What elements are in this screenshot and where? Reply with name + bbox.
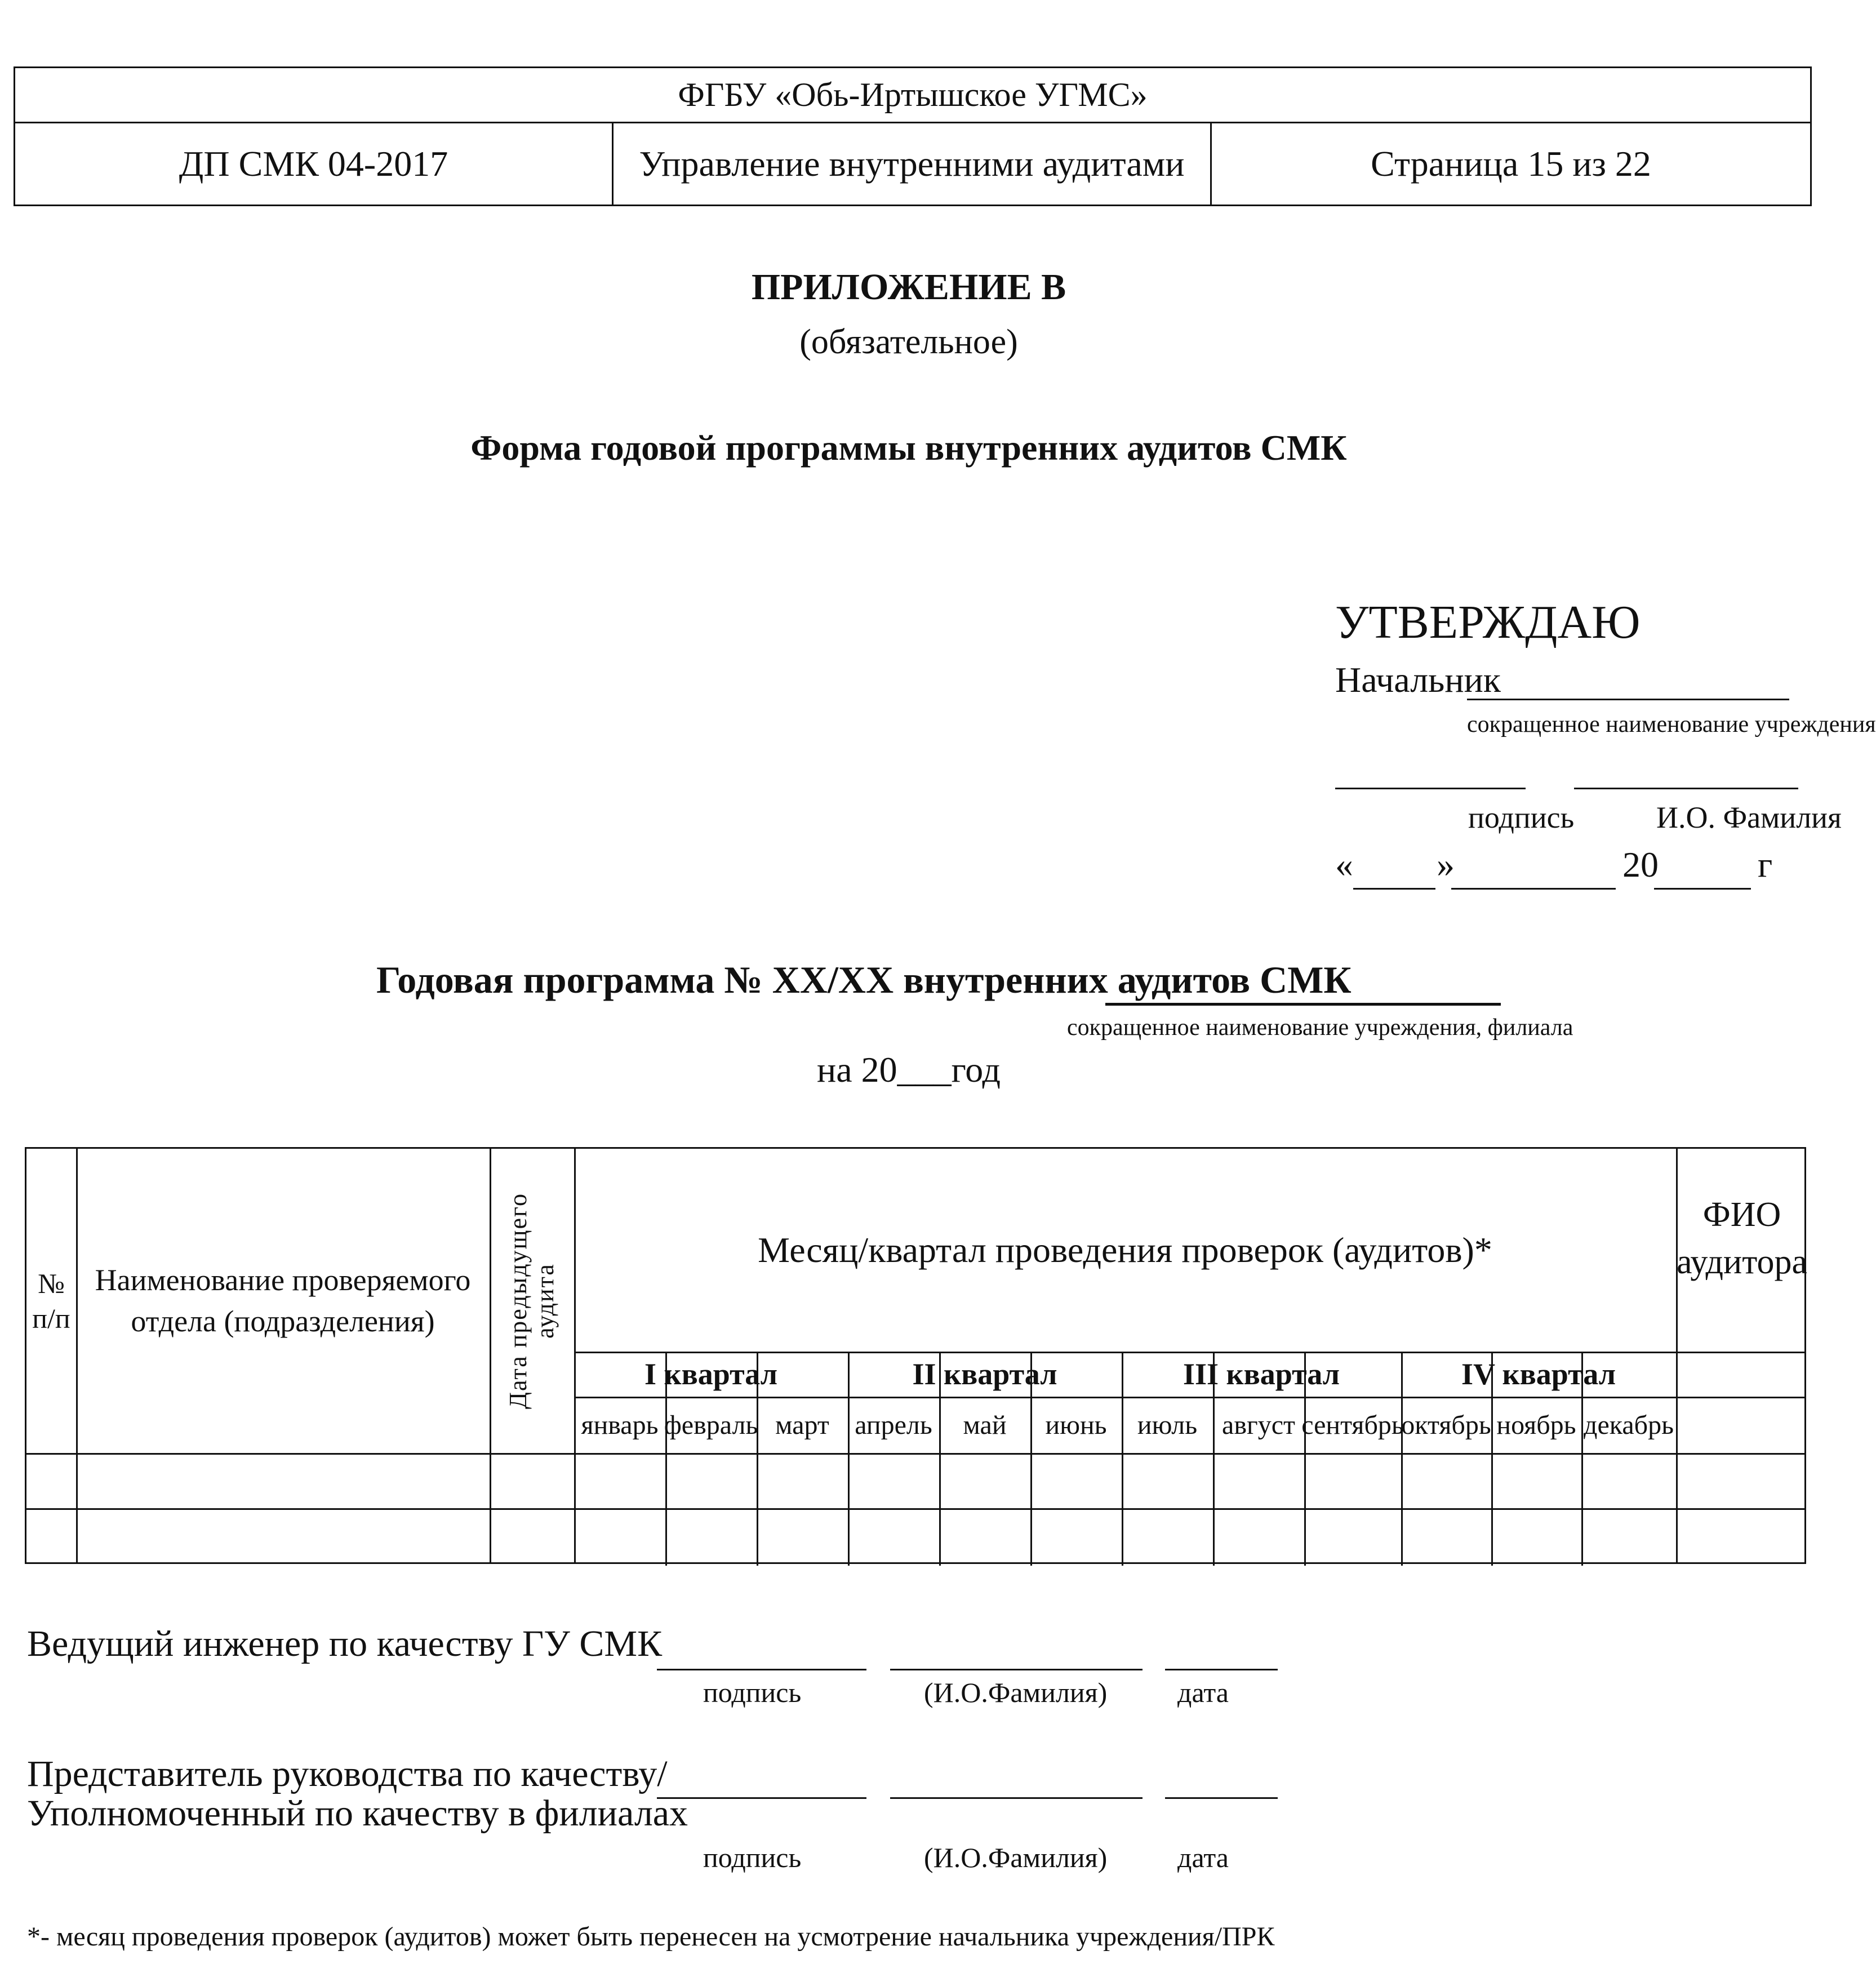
- head-label: Начальник: [1335, 660, 1501, 700]
- table-row[interactable]: [26, 1453, 1804, 1508]
- signature-line: [1335, 788, 1526, 789]
- month-july: июль: [1137, 1410, 1198, 1440]
- table-row[interactable]: [26, 1508, 1804, 1563]
- month-january: январь: [581, 1410, 659, 1440]
- signer-1-name-hint: (И.О.Фамилия): [924, 1677, 1108, 1708]
- month-october: октябрь: [1401, 1410, 1491, 1440]
- program-institution-line: [1105, 1003, 1501, 1006]
- signer-2-role-line2: Уполномоченный по качеству в филиалах: [27, 1793, 688, 1834]
- document-code: ДП СМК 04-2017: [15, 123, 614, 205]
- signer-1-name-line: [890, 1669, 1143, 1670]
- date-close-quote: »: [1437, 845, 1455, 885]
- year-prefix: 20: [1622, 845, 1659, 885]
- institution-hint: сокращенное наименование учреждения: [1467, 712, 1876, 737]
- signer-2-date-line: [1165, 1797, 1278, 1799]
- signer-1-role: Ведущий инженер по качеству ГУ СМК: [27, 1623, 663, 1664]
- col-number-header: № п/п: [32, 1267, 70, 1334]
- month-december: декабрь: [1584, 1410, 1674, 1440]
- month-march: март: [775, 1410, 829, 1440]
- month-november: ноябрь: [1496, 1410, 1576, 1440]
- name-line: [1574, 788, 1798, 789]
- quarter-4: IV квартал: [1461, 1357, 1616, 1391]
- document-title: Управление внутренними аудитами: [614, 123, 1212, 205]
- signer-1-signature-hint: подпись: [703, 1677, 802, 1708]
- footnote: *- месяц проведения проверок (аудитов) может быть перенесен на усмотрение начальника учреждения/ПРК: [27, 1922, 1275, 1952]
- col-prev-audit-cell: [490, 1149, 574, 1453]
- appendix-status: (обязательное): [799, 323, 1018, 361]
- signer-2-name-line: [890, 1797, 1143, 1799]
- page-info: Страница 15 из 22: [1371, 144, 1651, 184]
- signer-2-role-line1: Представитель руководства по качеству/: [27, 1753, 668, 1794]
- col-department-header: Наименование проверяемого отдела (подразделения): [95, 1263, 471, 1338]
- signer-1-date-hint: дата: [1177, 1677, 1229, 1708]
- signer-2-signature-hint: подпись: [703, 1842, 802, 1873]
- month-april: апрель: [855, 1410, 932, 1440]
- signer-2-name-hint: (И.О.Фамилия): [924, 1842, 1108, 1873]
- year-line: [1654, 888, 1751, 890]
- institution-line: [1467, 699, 1789, 700]
- signer-2-signature-line: [657, 1797, 866, 1799]
- day-line: [1353, 888, 1435, 890]
- program-title: Годовая программа № ХХ/ХХ внутренних аудитов СМК: [376, 958, 1352, 1001]
- form-title: Форма годовой программы внутренних аудитов СМК: [470, 428, 1347, 468]
- col-auditor-header: ФИО аудитора: [1677, 1196, 1807, 1281]
- col-schedule-header: Месяц/квартал проведения проверок (аудитов)*: [758, 1230, 1492, 1270]
- quarter-3: III квартал: [1182, 1357, 1340, 1391]
- signature-hint: подпись: [1468, 801, 1575, 834]
- month-line: [1451, 888, 1616, 890]
- month-june: июнь: [1045, 1410, 1107, 1440]
- quarter-1: I квартал: [644, 1357, 778, 1391]
- month-may: май: [963, 1410, 1007, 1440]
- organization-name: ФГБУ «Обь-Иртышское УГМС»: [15, 68, 1810, 123]
- signer-2-date-hint: дата: [1177, 1842, 1229, 1873]
- month-august: август: [1222, 1410, 1295, 1440]
- month-february: февраль: [664, 1410, 758, 1440]
- month-september: сентябрь: [1301, 1410, 1404, 1440]
- date-open-quote: «: [1335, 845, 1353, 885]
- document-header: [14, 66, 1812, 206]
- audit-program-table: [25, 1147, 1806, 1564]
- name-hint: И.О. Фамилия: [1656, 801, 1842, 834]
- signer-1-date-line: [1165, 1669, 1278, 1670]
- col-prev-audit-header: Дата предыдущего аудита: [504, 1193, 559, 1409]
- signer-1-signature-line: [657, 1669, 866, 1670]
- program-year-line: на 20___год: [816, 1050, 1001, 1090]
- approval-heading: УТВЕРЖДАЮ: [1335, 596, 1641, 648]
- program-institution-hint: сокращенное наименование учреждения, филиала: [1067, 1015, 1573, 1041]
- appendix-title: ПРИЛОЖЕНИЕ В: [751, 266, 1066, 308]
- year-suffix: г: [1758, 845, 1773, 885]
- quarter-2: II квартал: [912, 1357, 1057, 1391]
